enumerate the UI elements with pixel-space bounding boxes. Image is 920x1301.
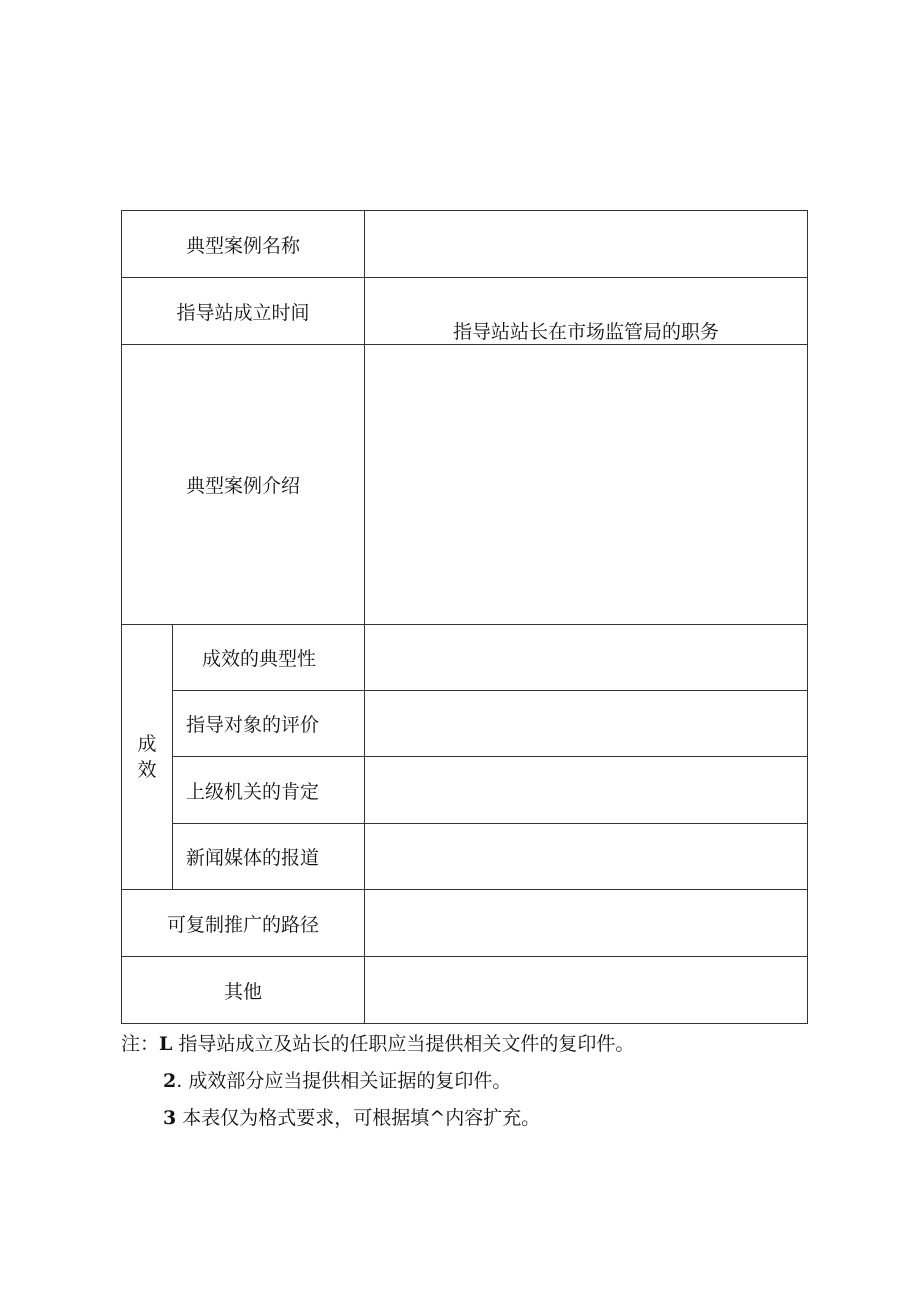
case-name-field[interactable] <box>365 211 808 278</box>
row-founding-time <box>122 278 808 345</box>
row-effect-media <box>122 824 808 890</box>
effect-evaluation-field[interactable] <box>365 691 808 757</box>
effect-typicality-field[interactable] <box>365 625 808 691</box>
effect-evaluation-label: 指导对象的评价 <box>173 691 365 757</box>
note-line-3 <box>121 1100 821 1137</box>
effect-group-label-char1: 成 <box>137 733 157 755</box>
effect-group-label <box>122 625 173 890</box>
row-case-name <box>122 211 808 278</box>
effect-media-field[interactable] <box>365 824 808 890</box>
effect-approval-label: 上级机关的肯定 <box>173 757 365 824</box>
replication-path-label: 可复制推广的路径 <box>122 890 365 957</box>
case-intro-label: 典型案例介绍 <box>122 345 365 625</box>
other-field[interactable] <box>365 957 808 1024</box>
row-other <box>122 957 808 1024</box>
row-replication-path <box>122 890 808 957</box>
note-1-text: 指导站成立及站长的任职应当提供相关文件的复印件。 <box>172 1033 635 1055</box>
effect-media-label: 新闻媒体的报道 <box>173 824 365 890</box>
note-3-text: 本表仅为格式要求，可根据填^内容扩充。 <box>176 1107 541 1129</box>
replication-path-field[interactable] <box>365 890 808 957</box>
effect-approval-field[interactable] <box>365 757 808 824</box>
note-line-1 <box>121 1026 821 1063</box>
founding-time-field[interactable]: 指导站站长在市场监管局的职务 <box>365 278 808 345</box>
row-effect-approval <box>122 757 808 824</box>
effect-group-label-char2: 效 <box>137 759 157 781</box>
case-form-table <box>121 210 808 1024</box>
note-prefix: 注： <box>121 1033 160 1055</box>
note-1-number: L <box>159 1033 173 1055</box>
note-2-number: 2 <box>163 1070 177 1092</box>
effect-typicality-label: 成效的典型性 <box>173 625 365 691</box>
note-3-number: 3 <box>163 1107 177 1129</box>
row-effect-typicality <box>122 625 808 691</box>
other-label: 其他 <box>122 957 365 1024</box>
note-2-text: . 成效部分应当提供相关证据的复印件。 <box>176 1070 512 1092</box>
note-line-2 <box>121 1063 821 1100</box>
case-name-label: 典型案例名称 <box>122 211 365 278</box>
founding-time-label: 指导站成立时间 <box>122 278 365 345</box>
row-case-intro <box>122 345 808 625</box>
form-notes <box>121 1026 821 1137</box>
case-intro-field[interactable] <box>365 345 808 625</box>
row-effect-evaluation <box>122 691 808 757</box>
